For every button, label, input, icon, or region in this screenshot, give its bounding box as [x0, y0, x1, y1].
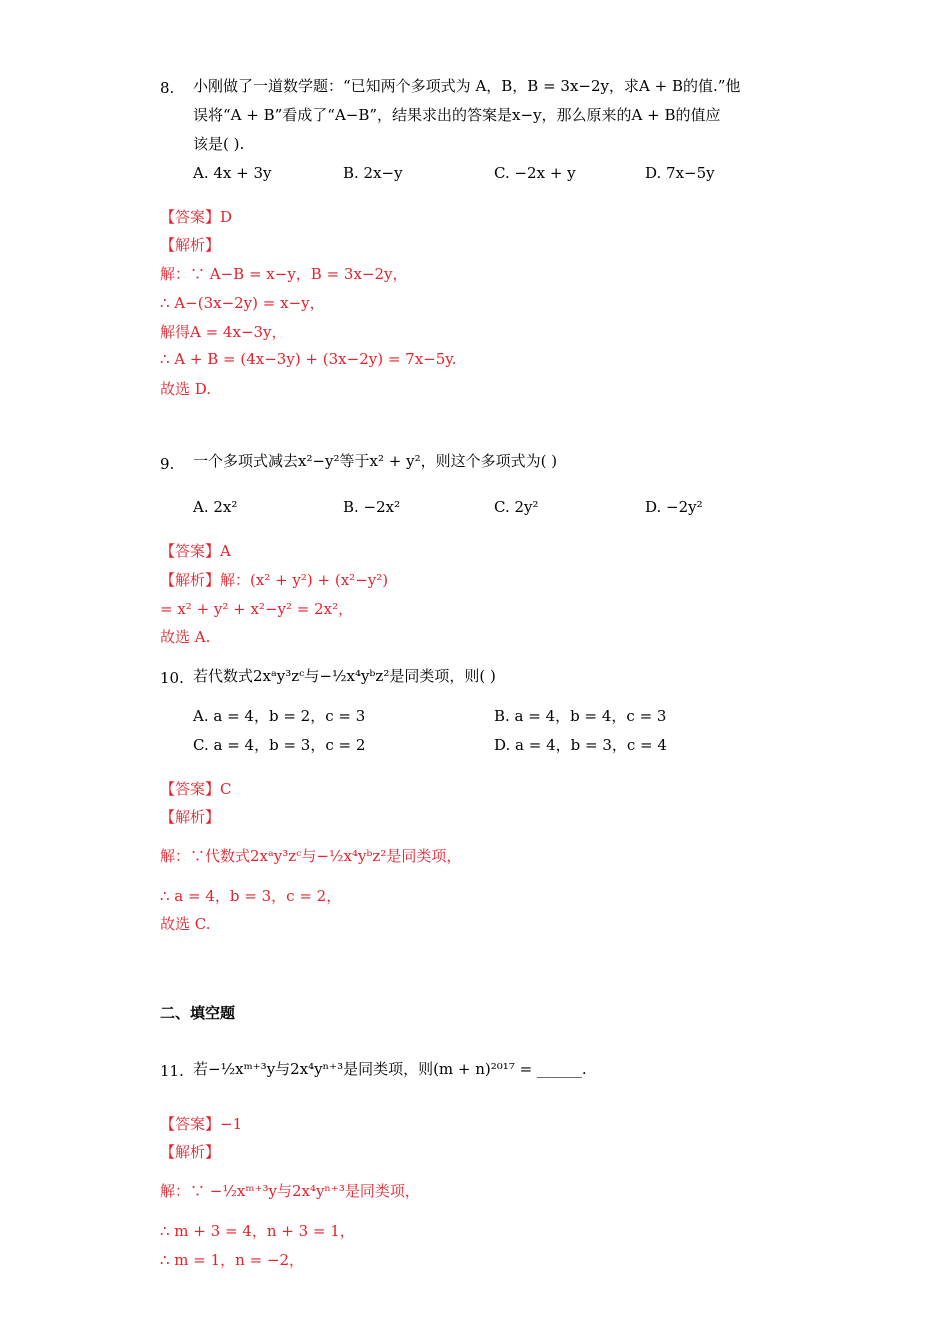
q9-option-d: D. −2y²	[645, 498, 703, 516]
q10-stem: 若代数式2xᵃy³zᶜ与−½x⁴yᵇz²是同类项，则( )	[193, 667, 496, 685]
q8-number: 8.	[160, 79, 175, 97]
q11-analysis-label: 【解析】	[160, 1143, 221, 1161]
q8-analysis-label: 【解析】	[160, 236, 221, 254]
q11-solution-line: ∴ m + 3 = 4，n + 3 = 1，	[160, 1222, 355, 1240]
q9-option-c: C. 2y²	[494, 498, 539, 516]
q9-option-b: B. −2x²	[343, 498, 401, 516]
q8-solution-line: 解：∵ A−B = x−y，B = 3x−2y，	[160, 265, 408, 283]
section-heading-fill-in: 二、填空题	[160, 1004, 236, 1022]
q11-solution-line: 解：∵ −½xᵐ⁺³y与2x⁴yⁿ⁺³是同类项，	[160, 1182, 420, 1200]
q8-solution-line: ∴ A + B = (4x−3y) + (3x−2y) = 7x−5y.	[160, 350, 457, 368]
q8-option-c: C. −2x + y	[494, 164, 576, 182]
q8-solution-line: 解得A = 4x−3y，	[160, 323, 287, 341]
q10-option-b: B. a = 4，b = 4，c = 3	[494, 707, 667, 725]
q10-option-c: C. a = 4，b = 3，c = 2	[193, 736, 366, 754]
q8-stem-line2: 误将“A + B”看成了“A−B”，结果求出的答案是x−y，那么原来的A + B的值应	[193, 106, 721, 124]
q9-solution-line: = x² + y² + x²−y² = 2x²，	[160, 600, 354, 618]
q11-answer: 【答案】−1	[160, 1115, 243, 1133]
q11-solution-line: ∴ m = 1，n = −2，	[160, 1251, 305, 1269]
q9-analysis: 【解析】解：(x² + y²) + (x²−y²)	[160, 571, 389, 589]
q10-solution-line: 解：∵代数式2xᵃy³zᶜ与−½x⁴yᵇz²是同类项，	[160, 847, 462, 865]
q9-number: 9.	[160, 455, 175, 473]
q9-stem: 一个多项式减去x²−y²等于x² + y²，则这个多项式为( )	[193, 452, 558, 470]
q10-number: 10.	[160, 669, 184, 687]
q8-solution-line: 故选 D.	[160, 380, 212, 398]
q8-option-a: A. 4x + 3y	[193, 164, 272, 182]
q8-solution-line: ∴ A−(3x−2y) = x−y，	[160, 294, 325, 312]
q8-answer: 【答案】D	[160, 208, 233, 226]
q11-number: 11.	[160, 1062, 184, 1080]
q8-option-d: D. 7x−5y	[645, 164, 715, 182]
q8-stem-line1: 小刚做了一道数学题：“已知两个多项式为 A，B，B = 3x−2y，求A + B的值.”他	[193, 77, 741, 95]
q8-option-b: B. 2x−y	[343, 164, 403, 182]
q10-solution-line: 故选 C.	[160, 915, 211, 933]
q10-analysis-label: 【解析】	[160, 808, 221, 826]
q9-answer: 【答案】A	[160, 542, 231, 560]
q8-stem-line3: 该是( ).	[193, 135, 245, 153]
q10-option-a: A. a = 4，b = 2，c = 3	[193, 707, 366, 725]
q9-option-a: A. 2x²	[193, 498, 238, 516]
q11-stem: 若−½xᵐ⁺³y与2x⁴yⁿ⁺³是同类项，则(m + n)²⁰¹⁷ = ______.	[193, 1060, 587, 1078]
q10-option-d: D. a = 4，b = 3，c = 4	[494, 736, 667, 754]
q10-solution-line: ∴ a = 4，b = 3，c = 2，	[160, 887, 342, 905]
q10-answer: 【答案】C	[160, 780, 232, 798]
q9-solution-line: 故选 A.	[160, 628, 211, 646]
